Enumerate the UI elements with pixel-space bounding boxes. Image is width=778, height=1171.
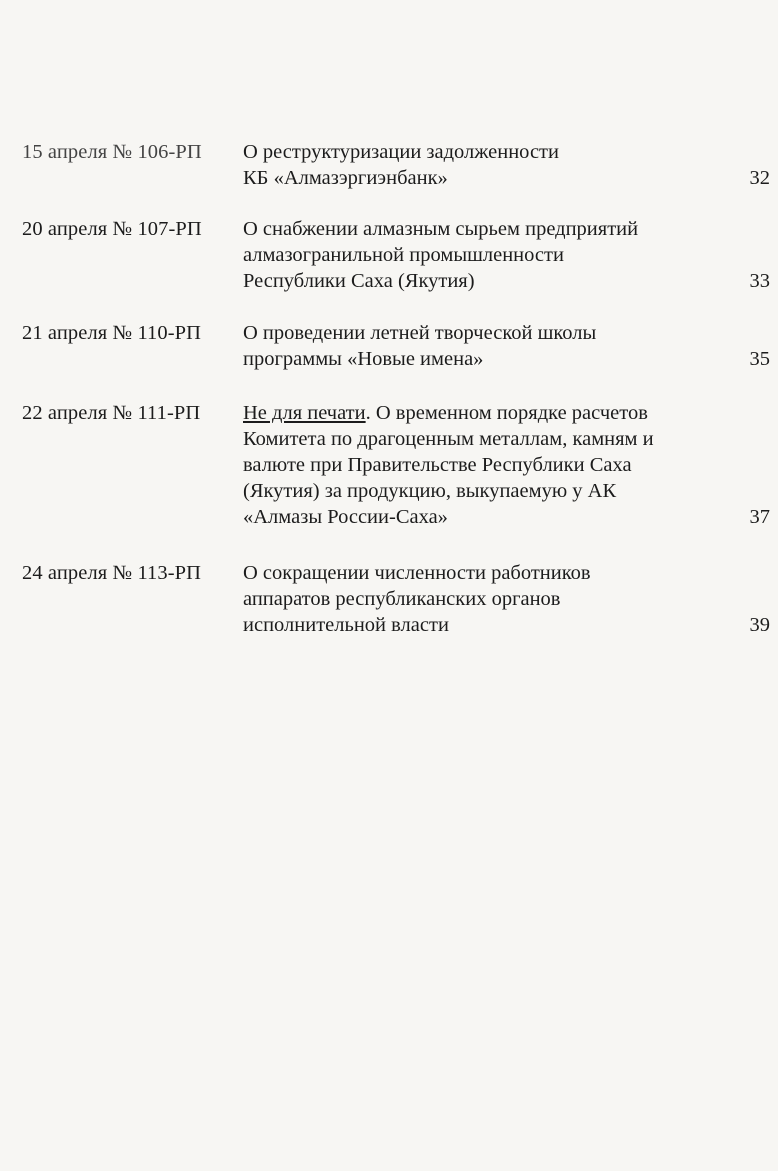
- entry-title-line: КБ «Алмазэргиэнбанк»: [243, 167, 448, 189]
- toc-entry: [22, 139, 770, 191]
- toc-entry: [22, 400, 770, 530]
- entry-title-line: О реструктуризации задолженности: [243, 141, 559, 163]
- entry-date: 24 апреля № 113-РП: [22, 562, 202, 584]
- entry-date: 21 апреля № 110-РП: [22, 322, 202, 344]
- entry-page-number: 35: [749, 348, 770, 370]
- toc-entry: [22, 216, 770, 294]
- entry-title: [243, 216, 723, 294]
- entry-title-line: [243, 400, 723, 426]
- entry-title-line: валюте при Правительстве Республики Саха: [243, 454, 632, 476]
- entry-title-line: О проведении летней творческой школы: [243, 322, 597, 344]
- entry-page-number: 33: [749, 270, 770, 292]
- entry-title-line: О сокращении численности работников: [243, 562, 591, 584]
- entry-title-line: «Алмазы России-Саха»: [243, 506, 448, 528]
- entry-title: [243, 320, 723, 372]
- entry-title: [243, 139, 723, 191]
- entry-page-number: 37: [749, 506, 770, 528]
- entry-title-line: (Якутия) за продукцию, выкупаемую у АК: [243, 480, 617, 502]
- entry-title-line: алмазогранильной промышленности: [243, 244, 564, 266]
- entry-date: 15 апреля № 106-РП: [22, 141, 202, 163]
- entry-date: 22 апреля № 111-РП: [22, 402, 201, 424]
- entry-title-line: аппаратов республиканских органов: [243, 588, 561, 610]
- toc-entry: [22, 560, 770, 638]
- entry-title: [243, 400, 723, 530]
- entry-title-line: исполнительной власти: [243, 614, 449, 636]
- entry-title-line: Комитета по драгоценным металлам, камням и: [243, 428, 654, 450]
- entry-date: 20 апреля № 107-РП: [22, 218, 202, 240]
- toc-entry: [22, 320, 770, 372]
- entry-page-number: 39: [749, 614, 770, 636]
- restricted-label: Не для печати: [243, 402, 366, 424]
- entry-title-line: программы «Новые имена»: [243, 348, 484, 370]
- entry-title-text: . О временном порядке расчетов: [365, 402, 648, 424]
- entry-title-line: О снабжении алмазным сырьем предприятий: [243, 218, 639, 240]
- entry-page-number: 32: [749, 167, 770, 189]
- entry-title: [243, 560, 723, 638]
- entry-title-line: Республики Саха (Якутия): [243, 270, 475, 292]
